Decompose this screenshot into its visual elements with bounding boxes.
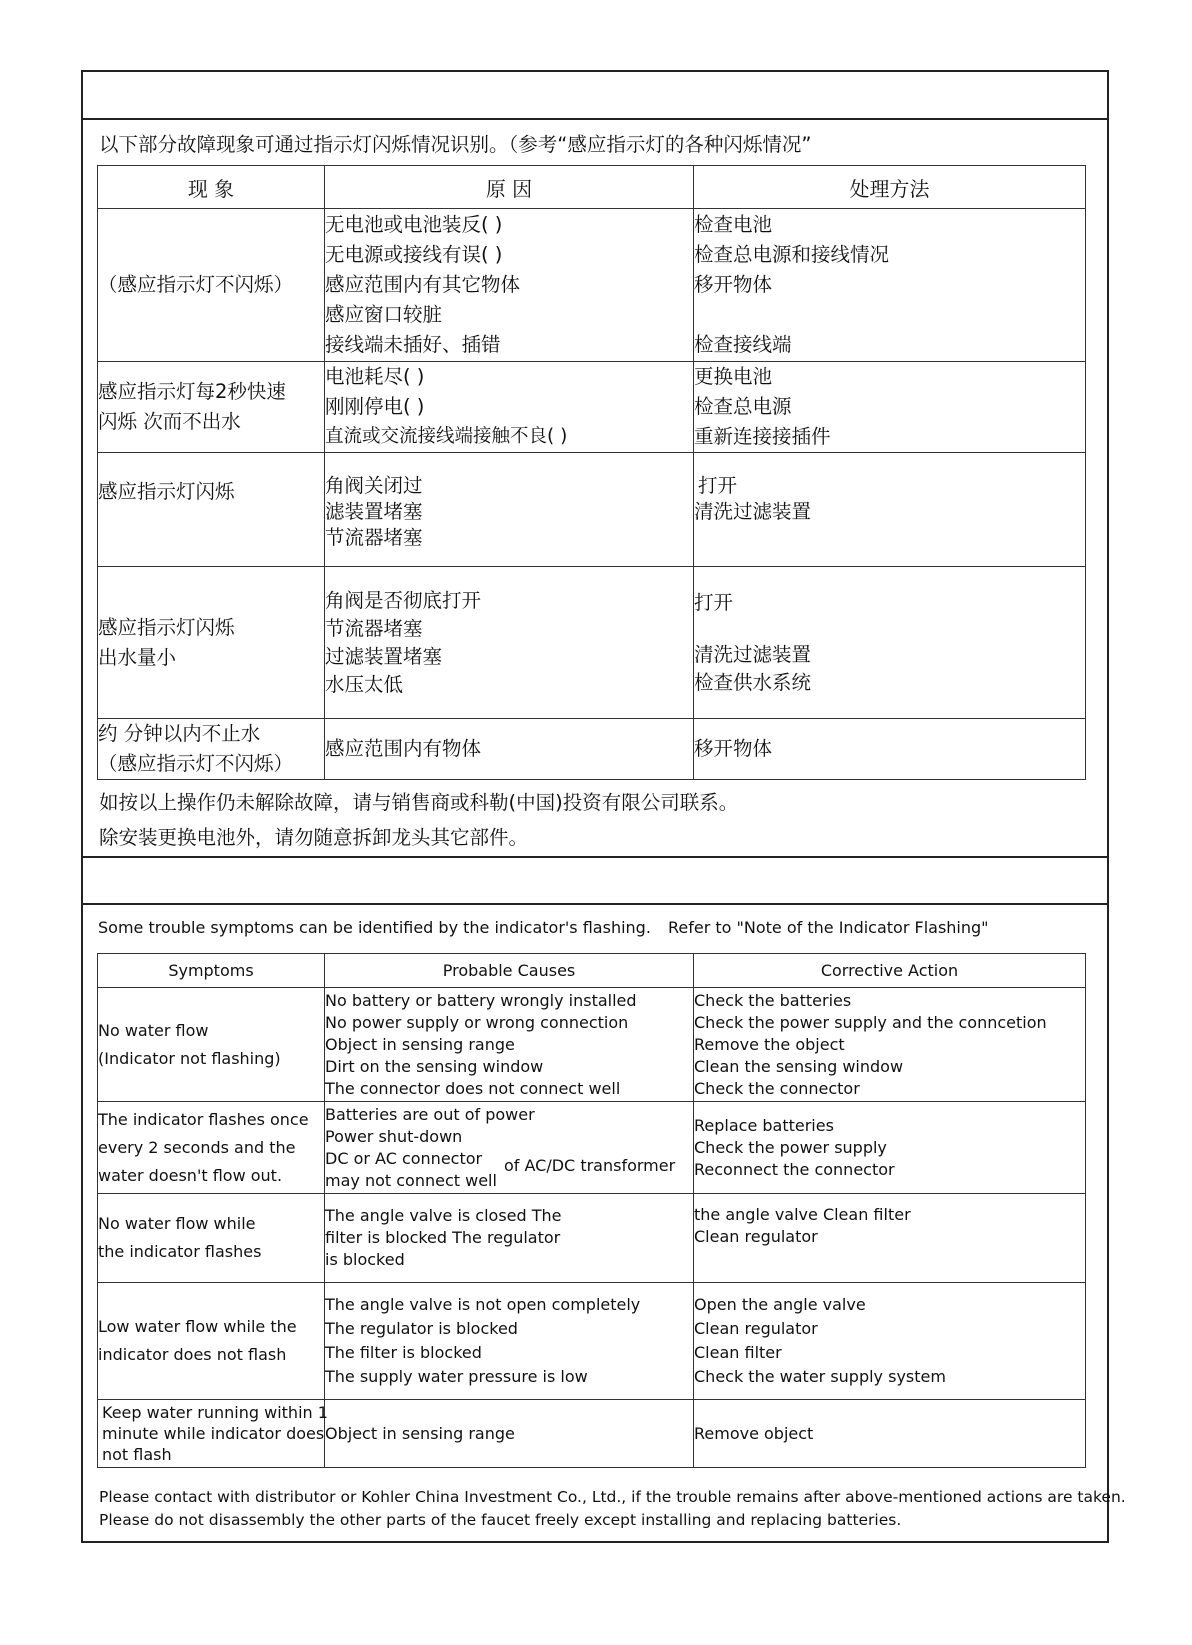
en-action-line: the angle valve Clean filter xyxy=(694,1205,911,1224)
en-cause-line: No power supply or wrong connection xyxy=(325,1012,629,1032)
en-symptom-line: every 2 seconds and the xyxy=(98,1137,296,1157)
cn-action-cell xyxy=(694,567,1086,719)
cn-table-row xyxy=(98,209,1086,362)
en-cause-cell xyxy=(325,988,694,1102)
cn-action-line: 清洗过滤装置 xyxy=(694,642,812,666)
en-intro: Some trouble symptoms can be identified by the indicator's flashing. xyxy=(98,918,651,937)
cn-cause-cell xyxy=(325,719,694,780)
en-cause-line: The regulator is blocked xyxy=(325,1319,518,1338)
en-header-symptoms: Symptoms xyxy=(98,954,325,988)
en-cause-line: The angle valve is not open completely xyxy=(325,1295,641,1314)
en-table-header xyxy=(98,954,1086,988)
en-symptom-line: not flash xyxy=(102,1445,172,1464)
cn-cause-line: 角阀是否彻底打开 xyxy=(325,588,482,612)
cn-table-row xyxy=(98,567,1086,719)
en-intro-reference: Refer to "Note of the Indicator Flashing" xyxy=(668,918,989,937)
cn-table-row xyxy=(98,362,1086,453)
en-symptom-cell xyxy=(98,1400,328,1468)
cn-action-line: 更换电池 xyxy=(694,365,773,388)
cn-symptom-line: （感应指示灯不闪烁） xyxy=(98,752,294,775)
en-action-line: Clean filter xyxy=(694,1343,782,1362)
cn-cause-line: 水压太低 xyxy=(325,672,404,696)
cn-cause-line: 滤装置堵塞 xyxy=(325,500,423,523)
cn-table-row xyxy=(98,453,1086,567)
en-action-line: Check the power supply and the conncetion xyxy=(694,1012,1047,1032)
cn-action-line: 打开 xyxy=(694,590,734,614)
cn-table-row xyxy=(98,719,1086,780)
cn-symptom-cell xyxy=(98,453,325,567)
en-action-cell xyxy=(694,988,1086,1102)
en-cause-transformer-note: of AC/DC transformer xyxy=(504,1156,676,1175)
cn-symptom-cell xyxy=(98,567,325,719)
cn-cause-cell xyxy=(325,209,694,362)
cn-action-line: 重新连接接插件 xyxy=(694,425,831,448)
cn-action-cell xyxy=(694,362,1086,453)
en-symptom-line: the indicator flashes xyxy=(98,1242,262,1261)
cn-action-line: 打开 xyxy=(698,474,738,497)
en-trouble-table xyxy=(97,953,1086,1468)
cn-action-line: 清洗过滤装置 xyxy=(694,500,812,523)
en-action-line: Open the angle valve xyxy=(694,1295,866,1314)
cn-header-symptom: 现 象 xyxy=(98,166,325,209)
cn-cause-line: 电池耗尽( ) xyxy=(325,365,425,388)
cn-symptom-line: 感应指示灯每2秒快速 xyxy=(98,380,286,403)
cn-footer-warning: 除安装更换电池外，请勿随意拆卸龙头其它部件。 xyxy=(99,826,529,849)
cn-cause-line: 感应窗口较脏 xyxy=(325,303,443,326)
en-cause-line: No battery or battery wrongly installed xyxy=(325,990,637,1010)
en-symptom-line: The indicator flashes once xyxy=(98,1109,309,1129)
en-cause-line: Object in sensing range xyxy=(325,1034,515,1054)
en-cause-line: filter is blocked The regulator xyxy=(325,1228,561,1247)
cn-symptom-line: 出水量小 xyxy=(98,645,177,669)
en-cause-line: The filter is blocked xyxy=(325,1343,482,1362)
en-table-row xyxy=(98,1283,1086,1400)
cn-intro: 以下部分故障现象可通过指示灯闪烁情况识别。（参考“感应指示灯的各种闪烁情况” xyxy=(99,133,812,156)
en-symptom-line: minute while indicator does xyxy=(102,1424,325,1443)
en-cause-line: may not connect well xyxy=(325,1170,497,1190)
en-symptom-cell xyxy=(98,1194,325,1283)
cn-cause-line: 直流或交流接线端接触不良( ) xyxy=(325,426,568,447)
en-cause-cell xyxy=(325,1194,694,1283)
cn-cause-line: 无电池或电池装反( ) xyxy=(325,213,503,236)
en-cause-line: Batteries are out of power xyxy=(325,1104,535,1124)
en-cause-line: The angle valve is closed The xyxy=(325,1206,562,1225)
en-action-cell xyxy=(694,1400,1086,1468)
cn-cause-line: 过滤装置堵塞 xyxy=(325,644,443,668)
en-action-cell xyxy=(694,1102,1086,1194)
cn-action-line: 检查总电源 xyxy=(694,395,792,418)
cn-action-line: 移开物体 xyxy=(694,273,773,296)
en-action-line: Remove object xyxy=(694,1423,814,1443)
en-action-line: Reconnect the connector xyxy=(694,1159,895,1179)
en-table-row xyxy=(98,1400,1086,1468)
cn-action-line: 移开物体 xyxy=(694,737,773,760)
en-cause-line: is blocked xyxy=(325,1250,405,1269)
cn-symptom-line: （感应指示灯不闪烁） xyxy=(98,273,294,296)
en-action-line: Clean regulator xyxy=(694,1227,818,1246)
en-symptom-line: Low water flow while the xyxy=(98,1317,297,1336)
cn-cause-line: 刚刚停电( ) xyxy=(325,395,425,418)
cn-action-line: 检查供水系统 xyxy=(694,670,812,694)
cn-cause-cell xyxy=(325,362,694,453)
cn-header-action: 处理方法 xyxy=(694,166,1086,209)
cn-cause-line: 角阀关闭过 xyxy=(325,474,423,497)
cn-action-cell xyxy=(694,719,1086,780)
en-cause-line: Dirt on the sensing window xyxy=(325,1056,544,1076)
en-header-causes: Probable Causes xyxy=(325,954,694,988)
cn-cause-line: 接线端未插好、插错 xyxy=(325,333,501,356)
cn-cause-line: 节流器堵塞 xyxy=(325,616,423,640)
en-cause-line: Power shut-down xyxy=(325,1126,463,1146)
en-cause-line: DC or AC connector xyxy=(325,1148,483,1168)
en-symptom-cell xyxy=(98,1283,325,1400)
en-header-action: Corrective Action xyxy=(694,954,1086,988)
en-cause-line: Object in sensing range xyxy=(325,1423,515,1443)
en-cause-line: The supply water pressure is low xyxy=(325,1367,588,1386)
en-action-line: Replace batteries xyxy=(694,1115,834,1135)
en-action-line: Clean regulator xyxy=(694,1319,818,1338)
cn-symptom-line: 约 分钟以内不止水 xyxy=(98,722,261,745)
cn-action-cell xyxy=(694,209,1086,362)
en-table-row xyxy=(98,1102,1086,1194)
en-action-line: Check the power supply xyxy=(694,1137,887,1157)
en-action-cell xyxy=(694,1283,1086,1400)
en-symptom-line: No water flow xyxy=(98,1020,209,1040)
cn-cause-line: 无电源或接线有误( ) xyxy=(325,243,503,266)
cn-symptom-line: 感应指示灯闪烁 xyxy=(98,615,235,639)
en-table-row xyxy=(98,1194,1086,1283)
cn-trouble-table xyxy=(97,165,1086,780)
cn-cause-cell xyxy=(325,453,694,567)
cn-symptom-cell xyxy=(98,209,325,362)
cn-symptom-line: 闪烁 次而不出水 xyxy=(98,410,241,433)
cn-action-line: 检查接线端 xyxy=(694,333,792,356)
en-symptom-line: water doesn't flow out. xyxy=(98,1165,283,1185)
en-action-line: Check the batteries xyxy=(694,990,852,1010)
en-symptom-cell xyxy=(98,988,325,1102)
en-cause-line: The connector does not connect well xyxy=(325,1078,621,1098)
section-divider-bottom xyxy=(81,903,1109,905)
cn-action-line: 检查总电源和接线情况 xyxy=(694,243,890,266)
en-cause-cell xyxy=(325,1102,694,1194)
en-cause-cell xyxy=(325,1400,694,1468)
cn-table-header xyxy=(98,166,1086,209)
en-action-cell xyxy=(694,1194,1086,1283)
cn-footer-contact: 如按以上操作仍未解除故障，请与销售商或科勒(中国)投资有限公司联系。 xyxy=(99,791,739,814)
en-cause-cell xyxy=(325,1283,694,1400)
en-action-line: Check the connector xyxy=(694,1078,860,1098)
en-action-line: Remove the object xyxy=(694,1034,845,1054)
en-symptom-line: No water flow while xyxy=(98,1214,256,1233)
cn-symptom-line: 感应指示灯闪烁 xyxy=(98,480,235,503)
cn-title-divider xyxy=(81,118,1109,120)
en-symptom-line: indicator does not flash xyxy=(98,1345,287,1364)
en-action-line: Check the water supply system xyxy=(694,1367,946,1386)
cn-action-line xyxy=(694,617,1085,641)
section-divider-top xyxy=(81,856,1109,858)
en-action-line: Clean the sensing window xyxy=(694,1056,904,1076)
en-table-row xyxy=(98,988,1086,1102)
cn-cause-cell xyxy=(325,567,694,719)
cn-cause-line: 感应范围内有其它物体 xyxy=(325,273,521,296)
cn-action-line xyxy=(694,300,1085,330)
cn-action-line: 检查电池 xyxy=(694,213,773,236)
en-footer-warning: Please do not disassembly the other parts of the faucet freely except installing and replacing batteries. xyxy=(99,1511,902,1529)
en-symptom-line: Keep water running within 1 xyxy=(102,1403,328,1422)
en-symptom-cell xyxy=(98,1102,325,1194)
en-symptom-line: (Indicator not flashing) xyxy=(98,1048,281,1068)
cn-header-cause: 原 因 xyxy=(325,166,694,209)
cn-symptom-cell xyxy=(98,719,325,780)
en-footer-contact: Please contact with distributor or Kohler China Investment Co., Ltd., if the trouble remains after above-mentioned actions are taken. xyxy=(99,1488,1126,1506)
cn-cause-line: 节流器堵塞 xyxy=(325,526,423,549)
cn-symptom-cell xyxy=(98,362,325,453)
cn-action-cell xyxy=(694,453,1086,567)
cn-cause-line: 感应范围内有物体 xyxy=(325,737,482,760)
